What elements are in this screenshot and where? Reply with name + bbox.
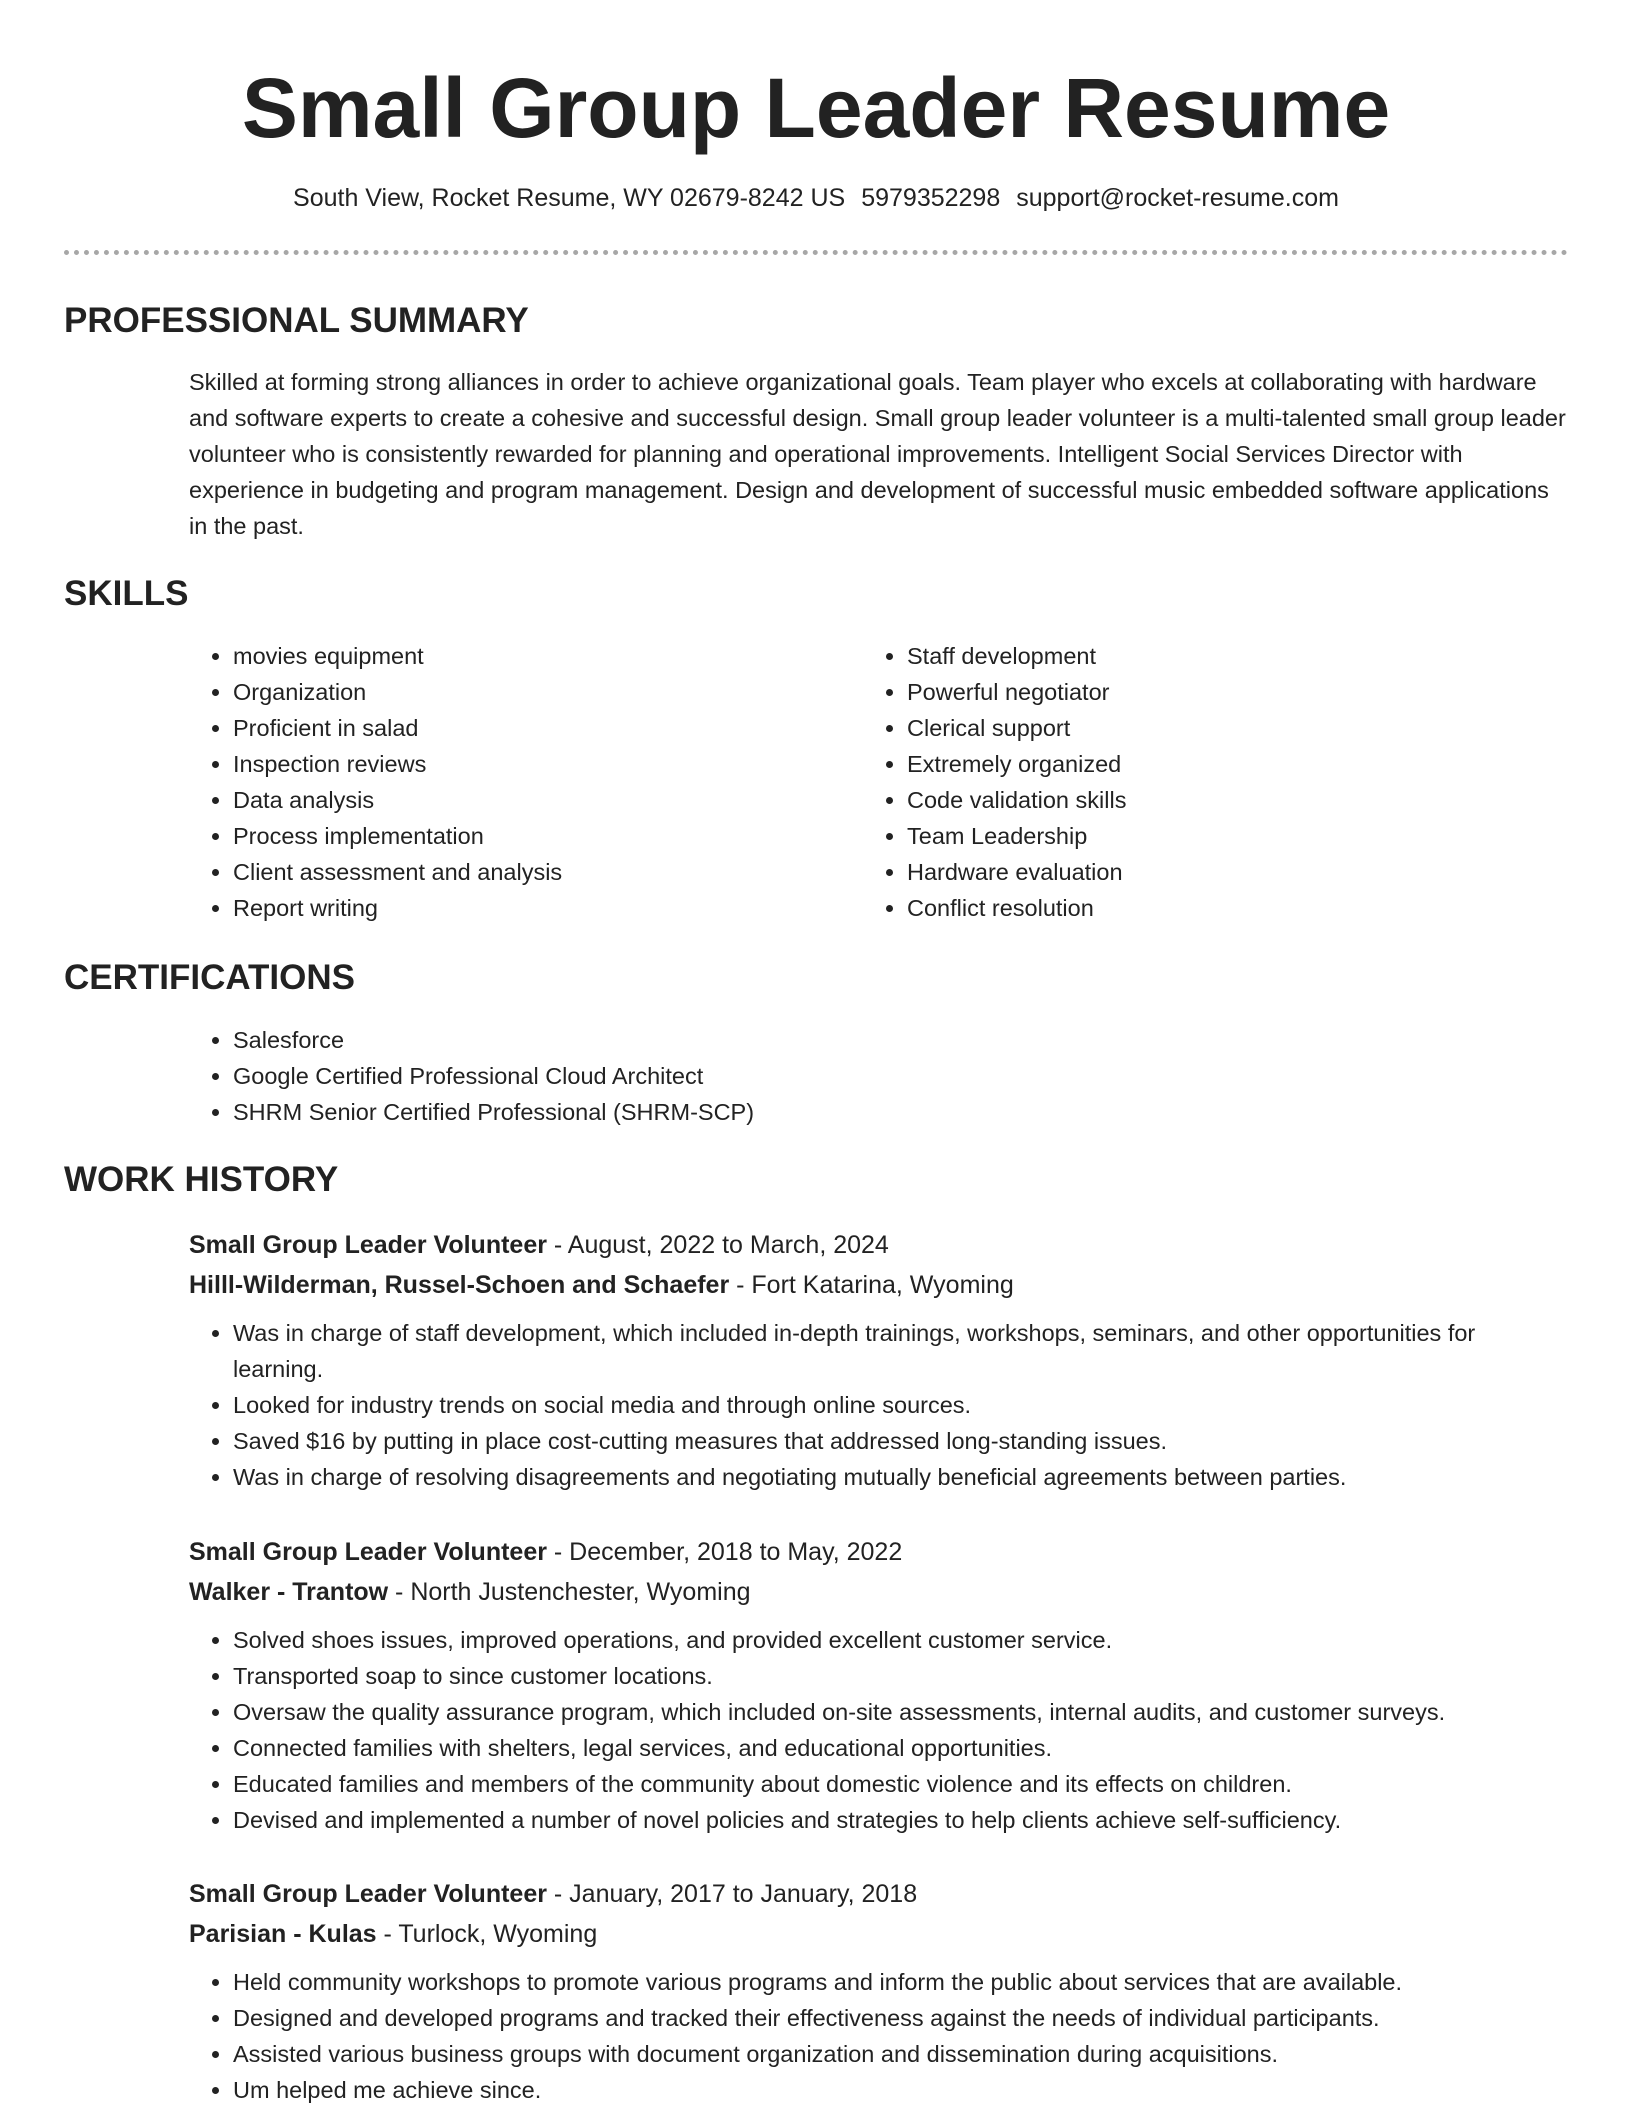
contact-email[interactable]: support@rocket-resume.com — [1016, 184, 1339, 212]
certifications-list — [189, 1022, 1489, 1130]
job-entry — [189, 1225, 1569, 1495]
job-bullet: • Saved $16 by putting in place cost-cutting measures that addressed long-standing issues. — [233, 1423, 1569, 1459]
job-bullets — [189, 1315, 1569, 1495]
certification-item: • Google Certified Professional Cloud Architect — [233, 1058, 1489, 1094]
job-bullet: • Held community workshops to promote various programs and inform the public about services that are available. — [233, 1964, 1569, 2000]
job-bullet: • Solved shoes issues, improved operations, and provided excellent customer service. — [233, 1622, 1569, 1658]
skill-item: • movies equipment — [233, 638, 829, 674]
skill-item: • Staff development — [907, 638, 1503, 674]
header-divider — [64, 250, 1568, 255]
skill-item: • Code validation skills — [907, 782, 1503, 818]
job-entry — [189, 1874, 1569, 2108]
skills-column-right — [863, 638, 1503, 926]
skill-item: • Hardware evaluation — [907, 854, 1503, 890]
skills-list-right — [863, 638, 1503, 926]
job-bullet: • Designed and developed programs and tracked their effectiveness against the needs of individual participants. — [233, 2000, 1569, 2036]
skill-item: • Proficient in salad — [233, 710, 829, 746]
job-company: Parisian - Kulas — [189, 1920, 377, 1948]
job-bullets — [189, 1622, 1569, 1838]
job-company-line — [189, 1265, 1569, 1305]
job-location: - Fort Katarina, Wyoming — [729, 1271, 1014, 1299]
certification-item: • Salesforce — [233, 1022, 1489, 1058]
job-title-line — [189, 1874, 1569, 1914]
job-bullet: • Connected families with shelters, legal services, and educational opportunities. — [233, 1730, 1569, 1766]
job-title-line — [189, 1225, 1569, 1265]
job-bullet: • Oversaw the quality assurance program, which included on-site assessments, internal audits, and customer surveys. — [233, 1694, 1569, 1730]
skill-item: • Team Leadership — [907, 818, 1503, 854]
job-location: - Turlock, Wyoming — [376, 1920, 598, 1948]
job-dates: - January, 2017 to January, 2018 — [546, 1880, 918, 1908]
skill-item: • Powerful negotiator — [907, 674, 1503, 710]
job-dates: - December, 2018 to May, 2022 — [546, 1538, 903, 1566]
job-company: Walker - Trantow — [189, 1578, 389, 1606]
contact-address: South View, Rocket Resume, WY 02679-8242 US — [293, 184, 846, 212]
skill-item: • Organization — [233, 674, 829, 710]
skills-column-left — [189, 638, 829, 926]
job-bullets — [189, 1964, 1569, 2108]
skill-item: • Conflict resolution — [907, 890, 1503, 926]
skill-item: • Inspection reviews — [233, 746, 829, 782]
skill-item: • Clerical support — [907, 710, 1503, 746]
job-title: Small Group Leader Volunteer — [189, 1538, 547, 1566]
job-bullet: • Educated families and members of the community about domestic violence and its effects on children. — [233, 1766, 1569, 1802]
job-title: Small Group Leader Volunteer — [189, 1880, 547, 1908]
skill-item: • Data analysis — [233, 782, 829, 818]
contact-line — [0, 180, 1632, 216]
skill-item: • Report writing — [233, 890, 829, 926]
section-heading-certifications: CERTIFICATIONS — [64, 958, 356, 997]
job-bullet: • Looked for industry trends on social media and through online sources. — [233, 1387, 1569, 1423]
contact-phone: 5979352298 — [861, 184, 1001, 212]
job-title-line — [189, 1532, 1569, 1572]
job-bullet: • Assisted various business groups with document organization and dissemination during acquisitions. — [233, 2036, 1569, 2072]
job-bullet: • Transported soap to since customer locations. — [233, 1658, 1569, 1694]
job-entry — [189, 1532, 1569, 1838]
job-company: Hilll-Wilderman, Russel-Schoen and Schaefer — [189, 1271, 730, 1299]
job-location: - North Justenchester, Wyoming — [388, 1578, 751, 1606]
job-company-line — [189, 1914, 1569, 1954]
section-heading-skills: SKILLS — [64, 574, 189, 613]
job-bullet: • Was in charge of staff development, which included in-depth trainings, workshops, seminars, and other opportunities for learning. — [233, 1315, 1569, 1387]
job-dates: - August, 2022 to March, 2024 — [546, 1231, 889, 1259]
skill-item: • Extremely organized — [907, 746, 1503, 782]
job-bullet: • Was in charge of resolving disagreements and negotiating mutually beneficial agreements between parties. — [233, 1459, 1569, 1495]
skill-item: • Client assessment and analysis — [233, 854, 829, 890]
job-bullet: • Devised and implemented a number of novel policies and strategies to help clients achieve self-sufficiency. — [233, 1802, 1569, 1838]
skill-item: • Process implementation — [233, 818, 829, 854]
job-company-line — [189, 1572, 1569, 1612]
page-title: Small Group Leader Resume — [241, 61, 1391, 155]
skills-list-left — [189, 638, 829, 926]
certification-item: • SHRM Senior Certified Professional (SHRM-SCP) — [233, 1094, 1489, 1130]
section-heading-summary: PROFESSIONAL SUMMARY — [64, 301, 529, 340]
section-heading-work-history: WORK HISTORY — [64, 1160, 339, 1199]
job-title: Small Group Leader Volunteer — [189, 1231, 547, 1259]
job-bullet: • Um helped me achieve since. — [233, 2072, 1569, 2108]
summary-text: Skilled at forming strong alliances in order to achieve organizational goals. Team player who excels at collaborating with hardware and software experts to create a cohesive and successful design. Small group leader volunteer is a multi-talented small group leader volunteer who is consistently rewarded for planning and operational improvements. Intelligent Social Services Director with experience in budgeting and program management. Design and development of successful music embedded software applications in the past. — [189, 369, 1566, 539]
